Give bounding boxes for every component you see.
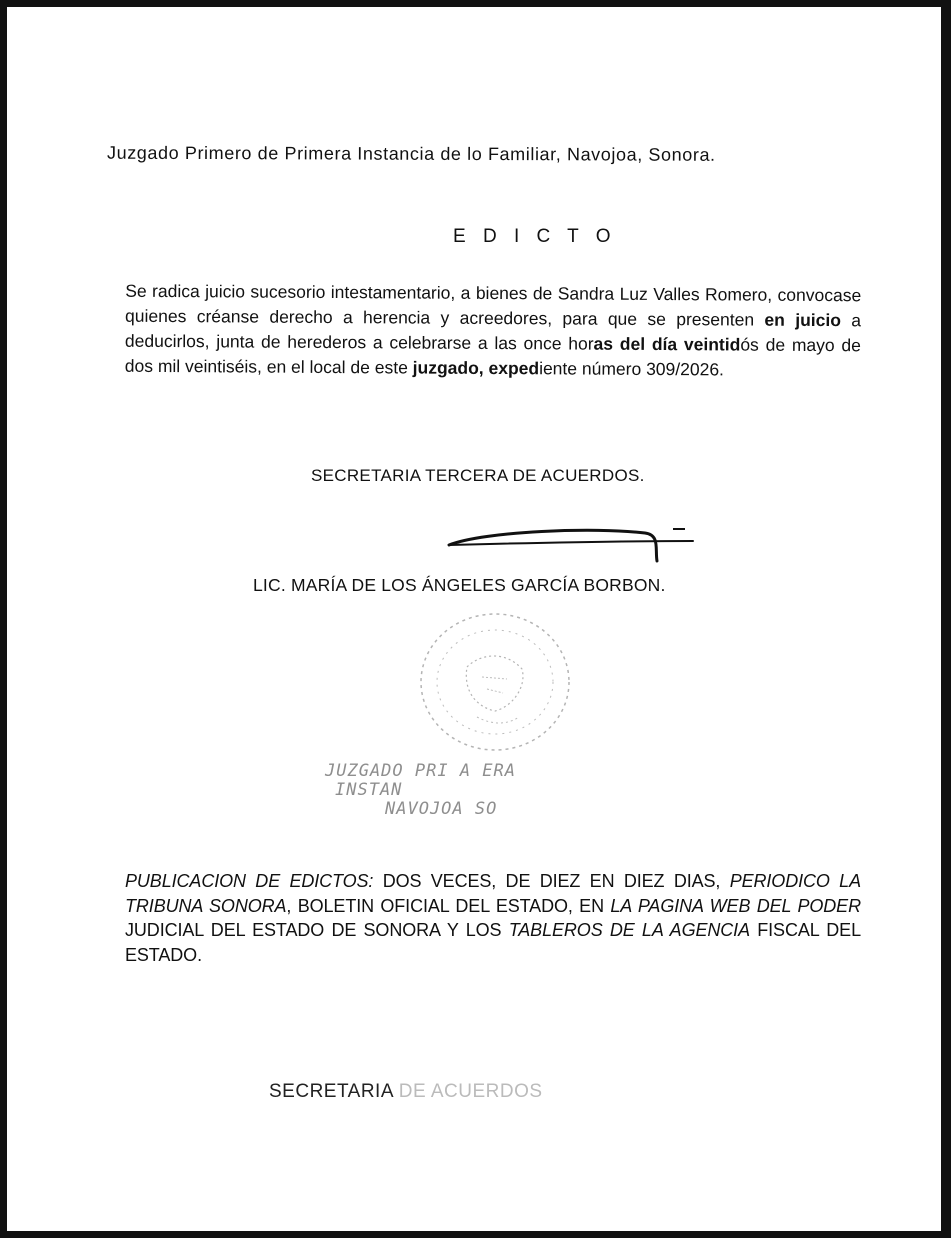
handwritten-signature: [445, 519, 705, 569]
publication-web: LA PAGINA WEB DEL PODER: [610, 895, 861, 916]
edict-body: [125, 279, 862, 383]
signer-name: LIC. MARÍA DE LOS ÁNGELES GARCÍA BORBON.: [253, 575, 666, 595]
body-part-3: ós de mayo de dos mil veintiséis, en el local de este: [124, 334, 861, 378]
secretaria-title: SECRETARIA TERCERA DE ACUERDOS.: [311, 466, 645, 485]
body-part-2: a deducirlos, junta de herederos a celebrarse a las once hor: [124, 310, 862, 354]
document-title: E D I C T O: [453, 226, 617, 247]
seal-line-3: NAVOJOA SO: [385, 799, 498, 819]
publication-text-4: FISCAL DEL ESTADO.: [125, 920, 861, 965]
seal-line-1: JUZGADO PRI A ERA: [325, 761, 516, 781]
publication-newspaper: PERIODICO LA TRIBUNA SONORA: [125, 871, 861, 916]
publication-instructions: [125, 869, 861, 967]
seal-text: [325, 762, 516, 819]
body-bold-2: as del día veintid: [593, 333, 741, 355]
footer-secretaria: [269, 1081, 543, 1103]
body-bold-3: juzgado, exped: [412, 357, 540, 379]
body-part-4: iente número 309/2026.: [539, 358, 725, 380]
publication-label: PUBLICACION DE EDICTOS:: [125, 871, 374, 891]
publication-text-3: JUDICIAL DEL ESTADO DE SONORA Y LOS: [125, 920, 509, 940]
body-part-1: Se radica juicio sucesorio intestamentario, a bienes de Sandra Luz Valles Romero, convocase quienes créanse derecho a herencia y acreedores, para que se presenten: [125, 280, 862, 330]
court-seal-icon: [407, 607, 582, 757]
publication-boards: TABLEROS DE LA AGENCIA: [508, 920, 750, 940]
footer-secretaria-faded: DE ACUERDOS: [392, 1081, 543, 1102]
publication-text-1: DOS VECES, DE DIEZ EN DIEZ DIAS,: [373, 871, 730, 891]
seal-line-2: INSTAN: [335, 780, 403, 800]
body-bold-1: en juicio: [764, 309, 842, 331]
court-header: Juzgado Primero de Primera Instancia de lo Familiar, Navojoa, Sonora.: [106, 142, 716, 165]
publication-text-2: , BOLETIN OFICIAL DEL ESTADO, EN: [286, 895, 611, 916]
footer-secretaria-visible: SECRETARIA: [269, 1081, 393, 1102]
